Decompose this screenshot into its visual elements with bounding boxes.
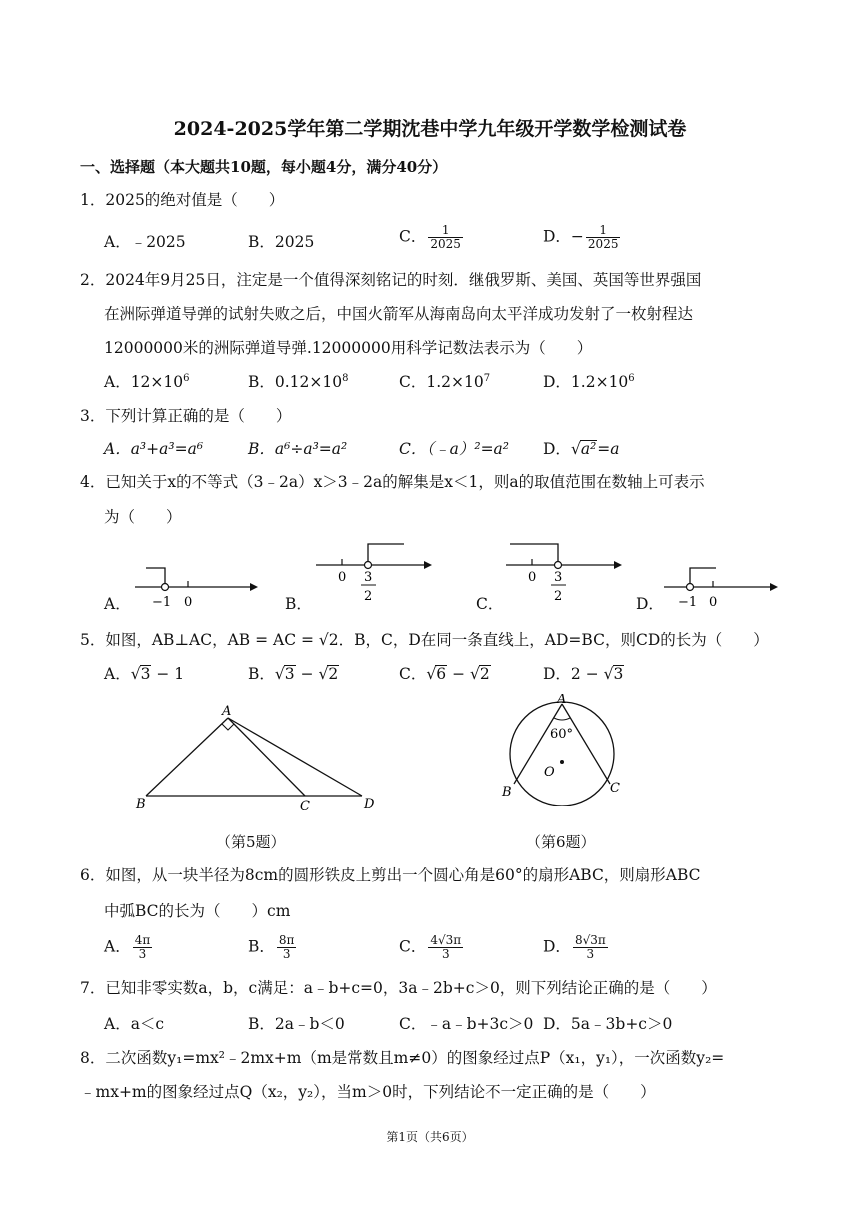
q1-option-c: C． $\frac{1}{2025}$ [399, 223, 461, 251]
q6-option-a: A． $\frac{4\pi}{3}$ [104, 933, 151, 961]
q1-option-d: D．− $\frac{1}{2025}$ [543, 223, 619, 251]
q7-option-b: B．2a﹣b＜0 [248, 1015, 345, 1033]
q4-number-line-d [660, 560, 785, 610]
q2-line2: 在洲际弹道导弹的试射失败之后，中国火箭军从海南岛向太平洋成功发射了一枚射程达 [104, 305, 694, 323]
q3-option-d: D．√a²=a [543, 440, 620, 458]
page-footer: 第1页（共6页） [386, 1130, 474, 1144]
q3-option-a: A．a³+a³=a⁶ [104, 440, 204, 458]
figure-q6-caption: （第6题） [526, 833, 596, 851]
svg-text:C: C [610, 781, 620, 796]
svg-text:C: C [300, 799, 310, 814]
svg-text:0: 0 [709, 595, 718, 610]
q7-option-c: C．﹣a﹣b+3c＞0 [399, 1015, 534, 1033]
q6-line1: 6．如图，从一块半径为8cm的圆形铁皮上剪出一个圆心角是60°的扇形ABC，则扇形ABC [80, 866, 701, 884]
section-heading: 一、选择题（本大题共10题，每小题4分，满分40分） [80, 158, 448, 176]
q4-number-line-b [312, 538, 437, 610]
q1-d-fraction: $\frac{1}{2025}$ [587, 223, 619, 251]
svg-text:60°: 60° [550, 727, 574, 742]
q3-option-c: C．（﹣a）²=a² [399, 440, 510, 458]
svg-text:O: O [544, 765, 555, 780]
page-title: 2024-2025学年第二学期沈巷中学九年级开学数学检测试卷 [173, 118, 687, 140]
svg-text:2: 2 [554, 589, 563, 604]
q4-option-a-label: A． [104, 595, 131, 613]
q6-option-c: C． $\frac{4√3\pi}{3}$ [399, 933, 462, 961]
q2-line3: 12000000米的洲际弹道导弹.12000000用科学记数法表示为（ ） [104, 339, 593, 357]
q4-line2: 为（ ） [104, 508, 182, 526]
q7-option-a: A．a＜c [104, 1015, 165, 1033]
svg-text:0: 0 [184, 595, 193, 610]
q4-option-b-label: B． [285, 595, 312, 613]
svg-text:−1: −1 [152, 595, 172, 610]
q5-option-b: B．√3 − √2 [248, 665, 339, 683]
svg-text:D: D [364, 797, 375, 812]
svg-text:3: 3 [364, 570, 373, 585]
q5-option-c: C．√6 − √2 [399, 665, 490, 683]
svg-text:0: 0 [528, 570, 537, 585]
svg-text:2: 2 [364, 589, 373, 604]
figure-q6-circle-sector [498, 694, 628, 806]
q4-option-c-label: C． [476, 595, 504, 613]
figure-q5-caption: （第5题） [216, 833, 286, 851]
q5-option-a: A．√3 − 1 [104, 665, 185, 683]
figure-q5-triangle [130, 700, 380, 815]
q1-option-b: B．2025 [248, 233, 315, 251]
q2-line1: 2．2024年9月25日，注定是一个值得深刻铭记的时刻．继俄罗斯、美国、英国等世界强国 [80, 271, 702, 289]
q6-option-b: B． $\frac{8\pi}{3}$ [248, 933, 295, 961]
q2-option-c: C．$1.2\times 10^7$ [399, 372, 491, 391]
q8-line2: ﹣mx+m的图象经过点Q（x₂，y₂），当m＞0时，下列结论不一定正确的是（ ） [80, 1083, 656, 1101]
q1-option-a: A．﹣2025 [104, 233, 186, 251]
svg-text:0: 0 [338, 570, 347, 585]
q1-stem: 1．2025的绝对值是（ ） [80, 191, 285, 209]
svg-text:B: B [136, 797, 146, 812]
q8-line1: 8．二次函数y₁=mx²﹣2mx+m（m是常数且m≠0）的图象经过点P（x₁，y₁），一次函数y₂= [80, 1049, 725, 1067]
q5-option-d: D．2 − √3 [543, 665, 624, 683]
svg-text:A: A [222, 704, 232, 719]
q4-number-line-c [502, 538, 627, 610]
q7-stem: 7．已知非零实数a，b，c满足：a﹣b+c=0，3a﹣2b+c＞0，则下列结论正确的是（ ） [80, 979, 717, 997]
q4-line1: 4．已知关于x的不等式（3﹣2a）x＞3﹣2a的解集是x＜1，则a的取值范围在数轴上可表示 [80, 473, 705, 491]
q5-stem: 5．如图，AB⊥AC，AB = AC = √2．B，C，D在同一条直线上，AD=BC，则CD的长为（ ） [80, 631, 769, 649]
svg-text:A: A [557, 694, 567, 707]
q4-number-line-a [130, 560, 260, 610]
svg-text:3: 3 [554, 570, 563, 585]
svg-text:B: B [502, 785, 512, 800]
q1-c-fraction: $\frac{1}{2025}$ [430, 223, 461, 251]
q3-option-b: B．a⁶÷a³=a² [248, 440, 348, 458]
q6-line2: 中弧BC的长为（ ）cm [104, 902, 291, 920]
svg-text:−1: −1 [678, 595, 698, 610]
q2-option-a: A．$12\times 10^6$ [104, 372, 190, 391]
q7-option-d: D．5a﹣3b+c＞0 [543, 1015, 673, 1033]
q2-option-d: D．$1.2\times 10^6$ [543, 372, 635, 391]
q4-option-d-label: D． [636, 595, 664, 613]
q2-option-b: B．$0.12\times 10^8$ [248, 372, 349, 391]
q6-option-d: D． $\frac{8√3\pi}{3}$ [543, 933, 606, 961]
q3-stem: 3．下列计算正确的是（ ） [80, 407, 292, 425]
